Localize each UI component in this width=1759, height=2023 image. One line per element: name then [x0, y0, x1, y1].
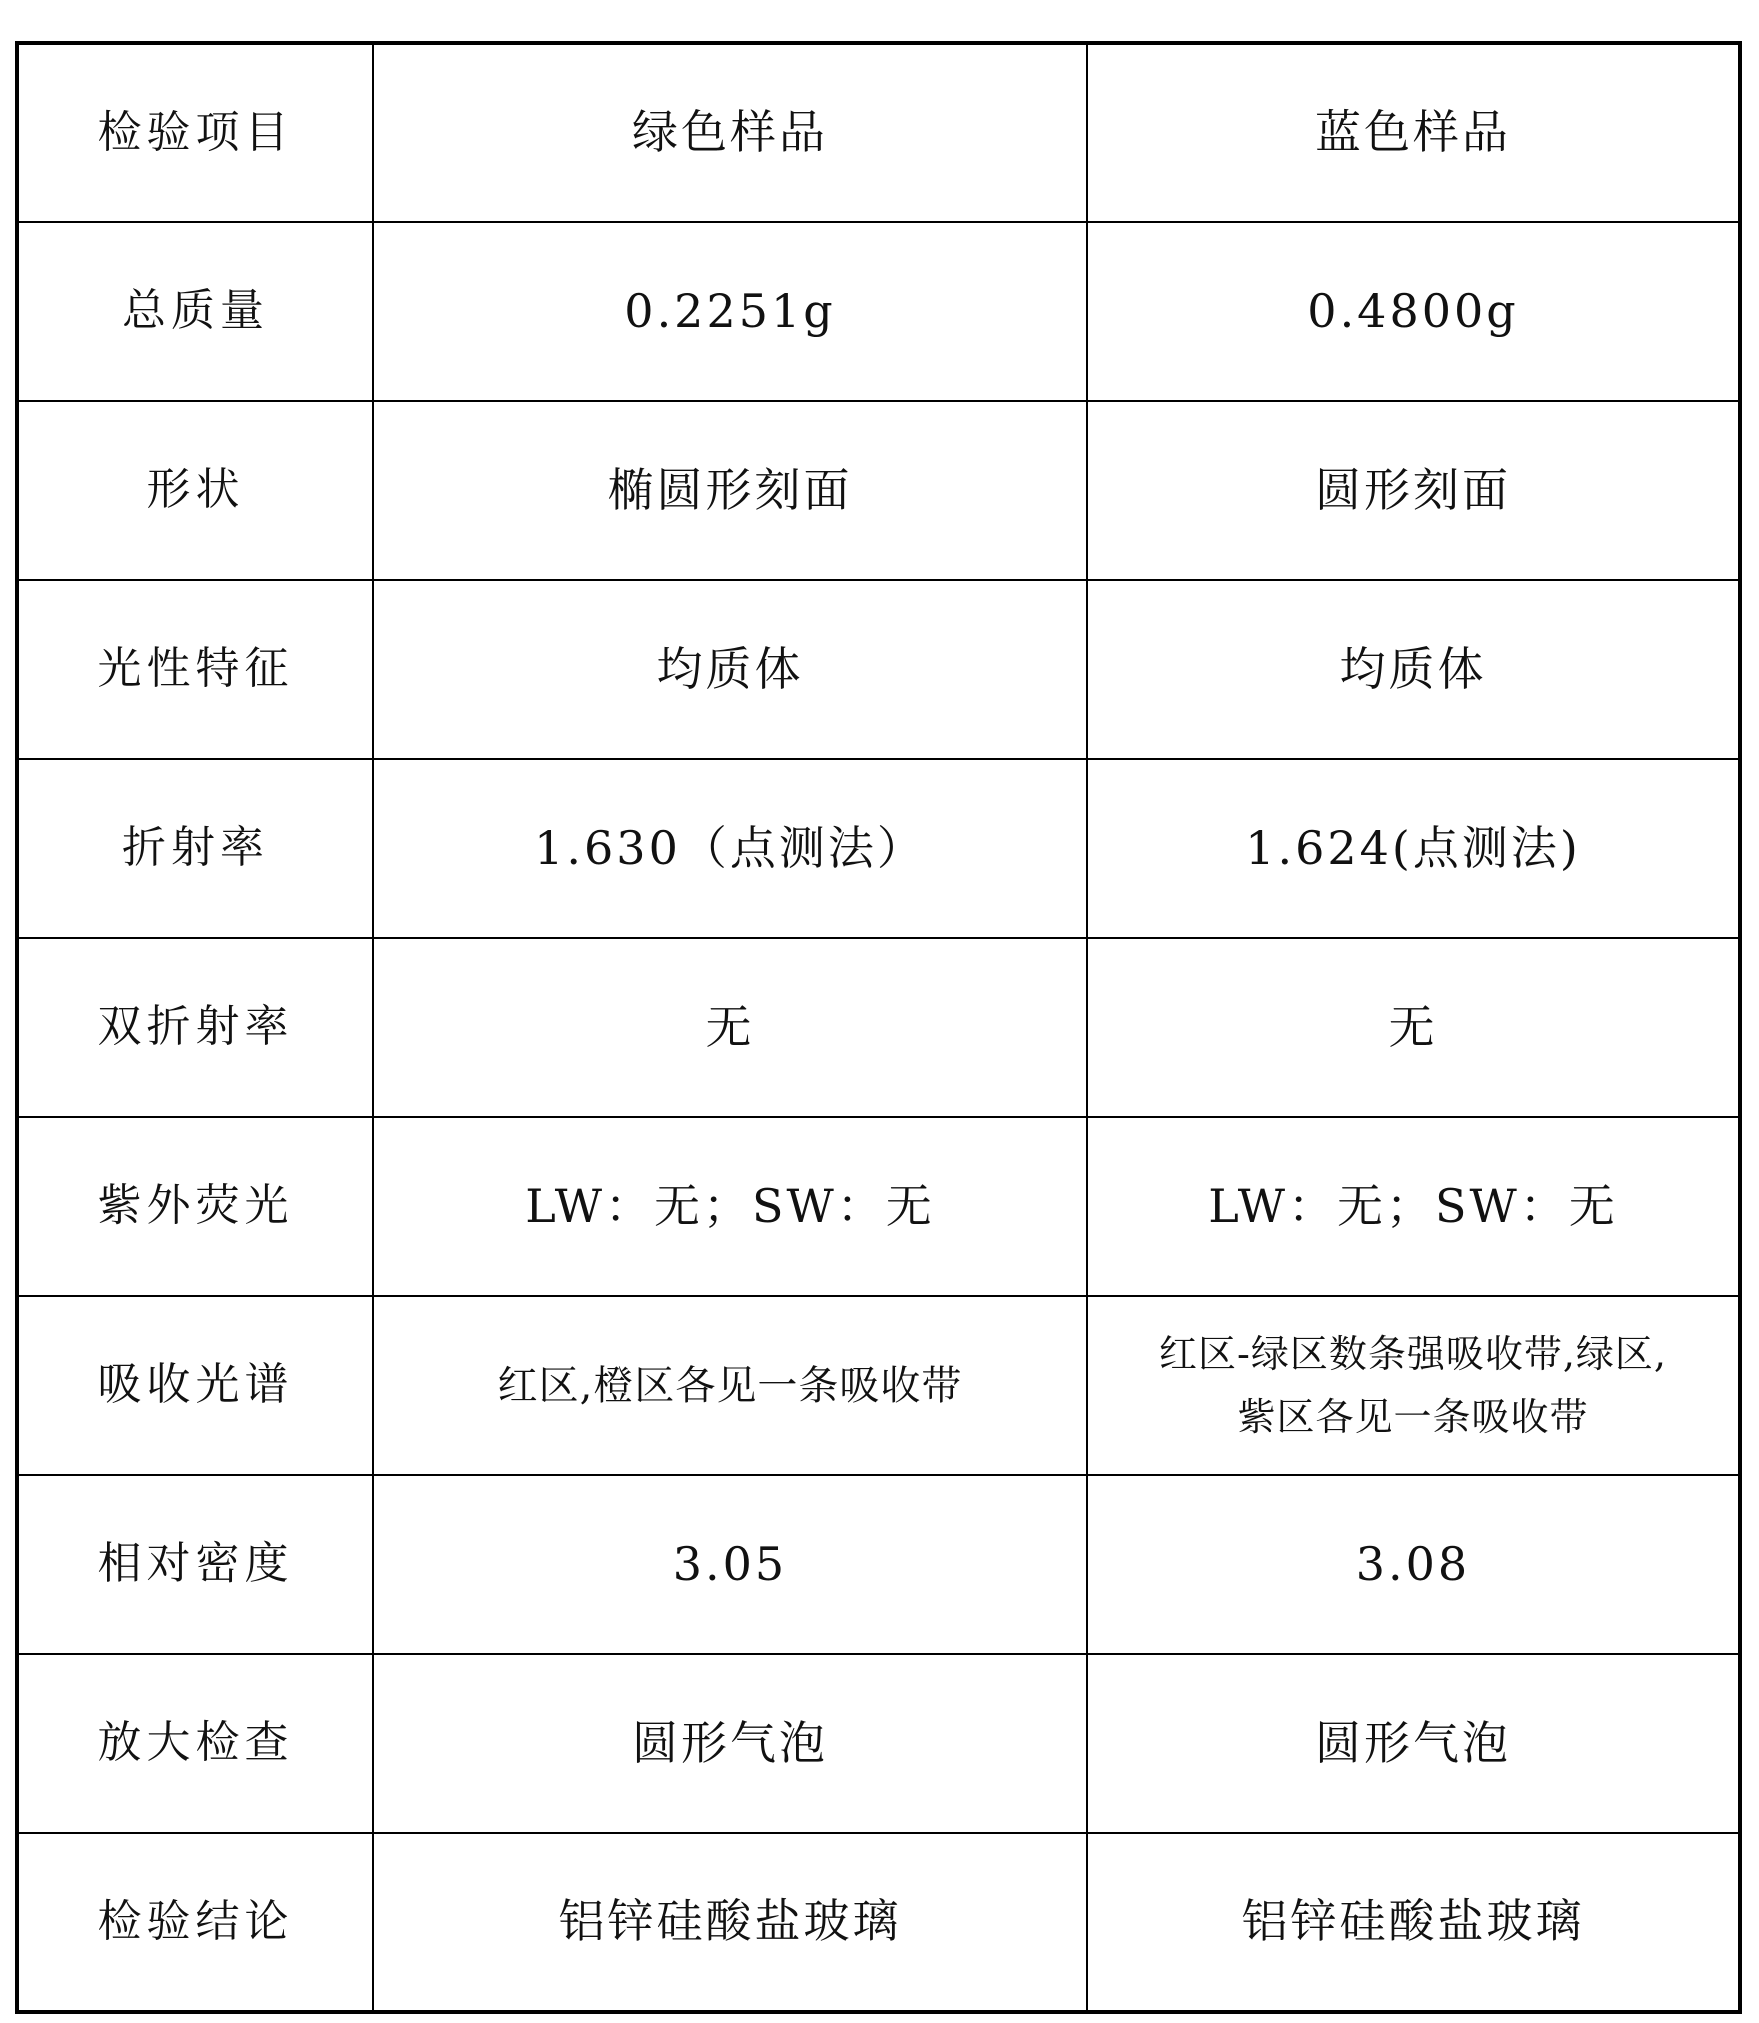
green-sample-cell: 椭圆形刻面: [373, 401, 1087, 580]
blue-sample-cell: 圆形刻面: [1087, 401, 1740, 580]
item-cell: 紫外荧光: [17, 1117, 373, 1296]
header-item-cell: 检验项目: [17, 43, 373, 222]
green-sample-cell: 无: [373, 938, 1087, 1117]
green-sample-cell: 铝锌硅酸盐玻璃: [373, 1833, 1087, 2012]
item-cell: 吸收光谱: [17, 1296, 373, 1475]
green-sample-cell: LW：无；SW：无: [373, 1117, 1087, 1296]
item-cell: 相对密度: [17, 1475, 373, 1654]
blue-sample-cell: 铝锌硅酸盐玻璃: [1087, 1833, 1740, 2012]
item-cell: 总质量: [17, 222, 373, 401]
blue-sample-line-1: 红区-绿区数条强吸收带,绿区,: [1159, 1331, 1667, 1376]
item-cell: 光性特征: [17, 580, 373, 759]
header-green-sample-cell: 绿色样品: [373, 43, 1087, 222]
blue-sample-cell: 均质体: [1087, 580, 1740, 759]
blue-sample-cell: 1.624(点测法): [1087, 759, 1740, 938]
table-row-refractive-index: [17, 759, 1740, 938]
table-row-total-mass: [17, 222, 1740, 401]
blue-sample-cell: LW：无；SW：无: [1087, 1117, 1740, 1296]
item-cell: 形状: [17, 401, 373, 580]
blue-sample-cell: 3.08: [1087, 1475, 1740, 1654]
green-sample-cell: 均质体: [373, 580, 1087, 759]
green-sample-cell: 1.630（点测法）: [373, 759, 1087, 938]
blue-sample-cell: 0.4800g: [1087, 222, 1740, 401]
table-row-uv-fluorescence: [17, 1117, 1740, 1296]
inspection-table: [15, 41, 1742, 2014]
blue-sample-line-2: 紫区各见一条吸收带: [1237, 1394, 1589, 1439]
item-cell: 双折射率: [17, 938, 373, 1117]
header-blue-sample-cell: 蓝色样品: [1087, 43, 1740, 222]
green-sample-cell: 红区,橙区各见一条吸收带: [373, 1296, 1087, 1475]
blue-sample-cell: 圆形气泡: [1087, 1654, 1740, 1833]
item-cell: 放大检查: [17, 1654, 373, 1833]
table-row-birefringence: [17, 938, 1740, 1117]
table-row-absorption-spectrum: [17, 1296, 1740, 1475]
green-sample-cell: 圆形气泡: [373, 1654, 1087, 1833]
table-header-row: [17, 43, 1740, 222]
table-row-conclusion: [17, 1833, 1740, 2012]
table-row-relative-density: [17, 1475, 1740, 1654]
green-sample-cell: 0.2251g: [373, 222, 1087, 401]
blue-sample-cell: [1087, 1296, 1740, 1475]
item-cell: 检验结论: [17, 1833, 373, 2012]
green-sample-cell: 3.05: [373, 1475, 1087, 1654]
table-row-optical-character: [17, 580, 1740, 759]
table-row-shape: [17, 401, 1740, 580]
blue-sample-cell: 无: [1087, 938, 1740, 1117]
table-row-magnification: [17, 1654, 1740, 1833]
item-cell: 折射率: [17, 759, 373, 938]
